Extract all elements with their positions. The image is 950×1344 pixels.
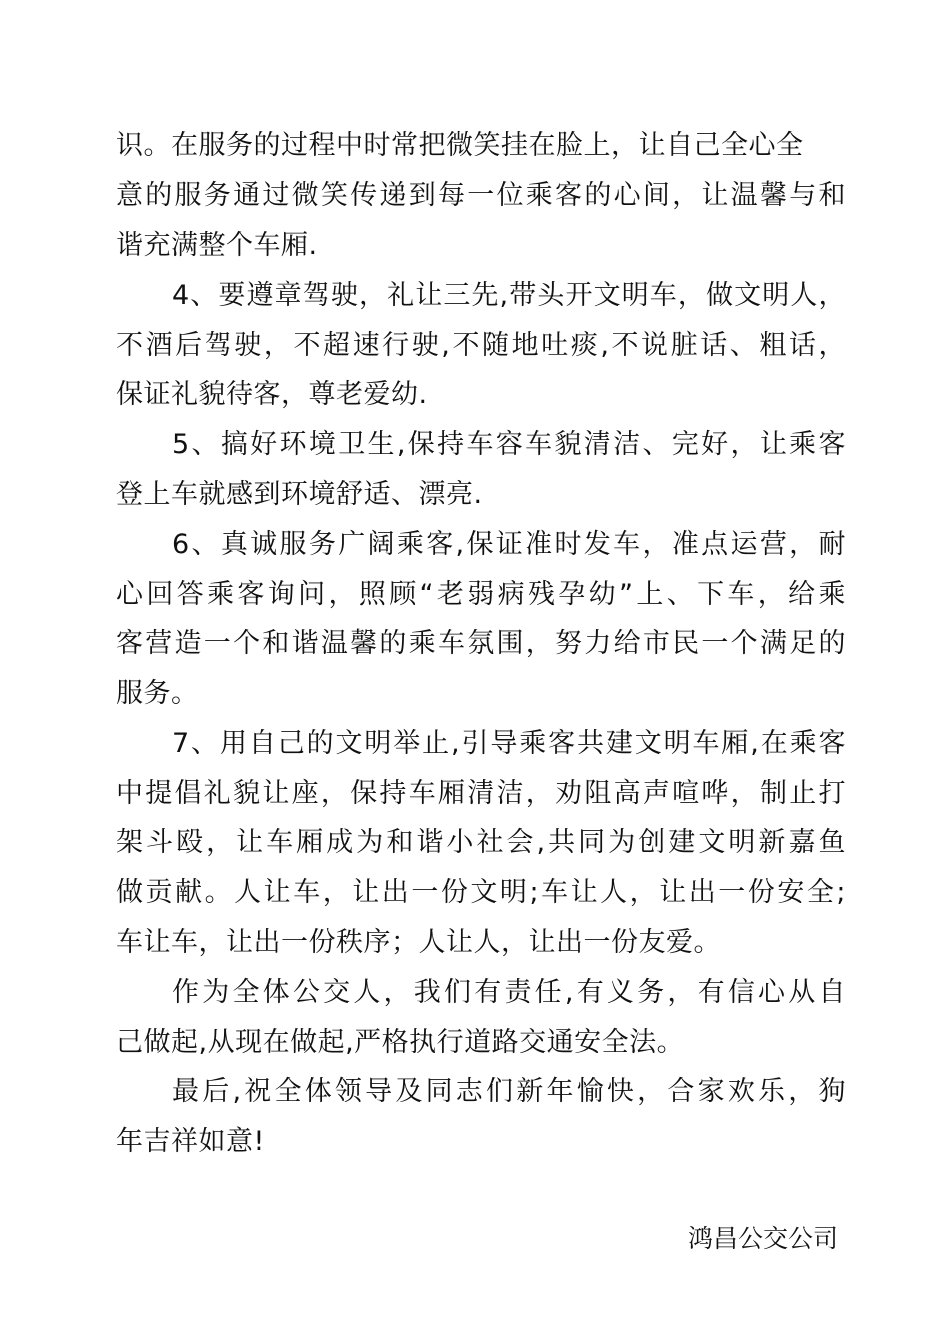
paragraph-line: 做贡献。人让车，让出一份文明;车让人，让出一份安全; [116, 877, 846, 908]
paragraph-line: 4、要遵章驾驶，礼让三先,带头开文明车，做文明人， [172, 280, 846, 311]
paragraph-line: 意的服务通过微笑传递到每一位乘客的心间，让温馨与和 [116, 180, 846, 211]
paragraph-line: 不酒后驾驶，不超速行驶,不随地吐痰,不说脏话、粗话， [116, 330, 846, 361]
paragraph-line: 谐充满整个车厢. [116, 230, 318, 261]
paragraph-line: 最后,祝全体领导及同志们新年愉快，合家欢乐，狗 [172, 1076, 846, 1107]
paragraph-line: 客营造一个和谐温馨的乘车氛围，努力给市民一个满足的 [116, 628, 846, 659]
paragraph-line: 识。在服务的过程中时常把微笑挂在脸上，让自己全心全 [116, 130, 804, 161]
paragraph-line: 年吉祥如意! [116, 1126, 265, 1157]
paragraph-line: 6、真诚服务广阔乘客,保证准时发车，准点运营，耐 [172, 529, 846, 560]
paragraph-line: 心回答乘客询问，照顾“老弱病残孕幼”上、下车，给乘 [116, 579, 846, 610]
paragraph-line: 作为全体公交人，我们有责任,有义务，有信心从自 [172, 977, 846, 1008]
paragraph-line: 车让车，让出一份秩序；人让人，让出一份友爱。 [116, 927, 721, 958]
signature-text: 鸿昌公交公司 [687, 1224, 838, 1253]
paragraph-line: 5、搞好环境卫生,保持车容车貌清洁、完好，让乘客 [172, 429, 846, 460]
paragraph-line: 登上车就感到环境舒适、漂亮. [116, 479, 483, 510]
paragraph-line: 己做起,从现在做起,严格执行道路交通安全法。 [116, 1027, 685, 1058]
paragraph-line: 中提倡礼貌让座，保持车厢清洁，劝阻高声喧哗，制止打 [116, 778, 846, 809]
paragraph-line: 保证礼貌待客，尊老爱幼. [116, 379, 428, 410]
paragraph-line: 架斗殴，让车厢成为和谐小社会,共同为创建文明新嘉鱼 [116, 827, 846, 858]
paragraph-line: 服务。 [116, 678, 199, 709]
paragraph-line: 7、用自己的文明举止,引导乘客共建文明车厢,在乘客 [172, 728, 846, 759]
